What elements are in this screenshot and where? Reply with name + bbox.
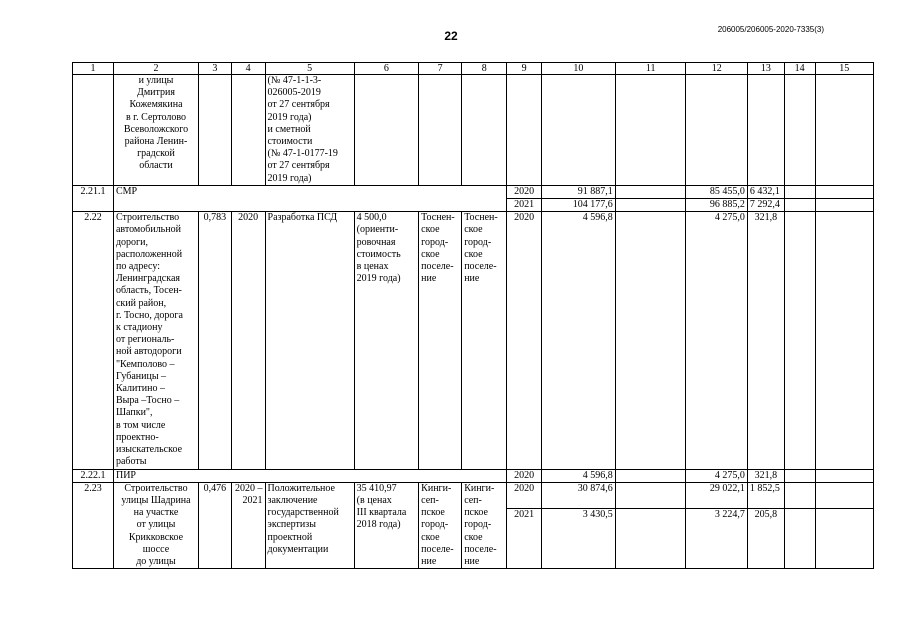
column-header: 10: [542, 63, 616, 75]
document-details: Положительное заключение государственной экспертизы проектной документации: [265, 482, 354, 568]
amount-col12: 3 224,7: [686, 509, 747, 569]
amount-col13: 7 292,4: [747, 199, 784, 212]
document-details: Разработка ПСД: [265, 212, 354, 469]
capacity: 0,783: [198, 212, 231, 469]
amount-col12: 4 275,0: [686, 469, 747, 482]
column-header: 15: [815, 63, 874, 75]
year: 2020: [507, 482, 542, 508]
column-header: 13: [747, 63, 784, 75]
total-amount: 91 887,1: [542, 185, 616, 198]
total-amount: 30 874,6: [542, 482, 616, 508]
year: 2021: [507, 509, 542, 569]
row-number: 2.22: [73, 212, 114, 469]
program-table: [72, 62, 874, 569]
object-name: Строительство автомобильной дороги, расположенной по адресу: Ленинградская область, Тосен- ский район, г. Тосно, дорога к стадиону от региональ- ной автодороги "Кемполово – Губаницы – Калитино – Выра –Тосно – Шапки", в том числе проектно- изыскательское работы: [113, 212, 198, 469]
period: 2020: [231, 212, 265, 469]
amount-col13: 1 852,5: [747, 482, 784, 508]
estimated-cost: 4 500,0 (ориенти- ровочная стоимость в ценах 2019 года): [354, 212, 419, 469]
row-number: 2.21.1: [73, 185, 114, 211]
total-amount: 4 596,8: [542, 469, 616, 482]
total-amount: 4 596,8: [542, 212, 616, 469]
year: 2020: [507, 185, 542, 198]
row-number: 2.22.1: [73, 469, 114, 482]
capacity: 0,476: [198, 482, 231, 568]
municipality: Тоснен- ское город- ское поселе- ние: [419, 212, 462, 469]
table-row: [73, 482, 874, 508]
table-row: [73, 212, 874, 469]
work-type: СМР: [113, 185, 506, 211]
amount-col13: 6 432,1: [747, 185, 784, 198]
customer: Кинги- сеп- пское город- ское поселе- ние: [462, 482, 507, 568]
amount-col12: 85 455,0: [686, 185, 747, 198]
column-header: 12: [686, 63, 747, 75]
table-row: [73, 469, 874, 482]
table-row: [73, 75, 874, 186]
column-number-row: [73, 63, 874, 75]
amount-col12: 4 275,0: [686, 212, 747, 469]
amount-col12: 29 022,1: [686, 482, 747, 508]
year: 2020: [507, 212, 542, 469]
column-header: 6: [354, 63, 419, 75]
column-header: 4: [231, 63, 265, 75]
column-header: 8: [462, 63, 507, 75]
document-details: (№ 47-1-1-3- 026005-2019 от 27 сентября 2019 года) и сметной стоимости (№ 47-1-0177-19 от 27 сентября 2019 года): [265, 75, 354, 186]
year: 2021: [507, 199, 542, 212]
object-name: Строительство улицы Шадрина на участке от улицы Крикковское шоссе до улицы: [113, 482, 198, 568]
column-header: 7: [419, 63, 462, 75]
column-header: 1: [73, 63, 114, 75]
total-amount: 3 430,5: [542, 509, 616, 569]
work-type: ПИР: [113, 469, 506, 482]
customer: Тоснен- ское город- ское поселе- ние: [462, 212, 507, 469]
column-header: 5: [265, 63, 354, 75]
total-amount: 104 177,6: [542, 199, 616, 212]
amount-col13: 321,8: [747, 212, 784, 469]
municipality: Кинги- сеп- пское город- ское поселе- ние: [419, 482, 462, 568]
column-header: 14: [784, 63, 815, 75]
estimated-cost: 35 410,97 (в ценах III квартала 2018 года): [354, 482, 419, 568]
page-number: 22: [444, 29, 458, 43]
column-header: 9: [507, 63, 542, 75]
amount-col13: 321,8: [747, 469, 784, 482]
document-code: 206005/206005-2020-7335(3): [717, 25, 824, 34]
table-row: [73, 185, 874, 198]
column-header: 2: [113, 63, 198, 75]
column-header: 11: [615, 63, 686, 75]
amount-col12: 96 885,2: [686, 199, 747, 212]
object-name: и улицы Дмитрия Кожемякина в г. Сертолово Всеволожского района Ленин- градской области: [113, 75, 198, 186]
period: 2020 – 2021: [231, 482, 265, 568]
amount-col13: 205,8: [747, 509, 784, 569]
column-header: 3: [198, 63, 231, 75]
year: 2020: [507, 469, 542, 482]
row-number: 2.23: [73, 482, 114, 568]
